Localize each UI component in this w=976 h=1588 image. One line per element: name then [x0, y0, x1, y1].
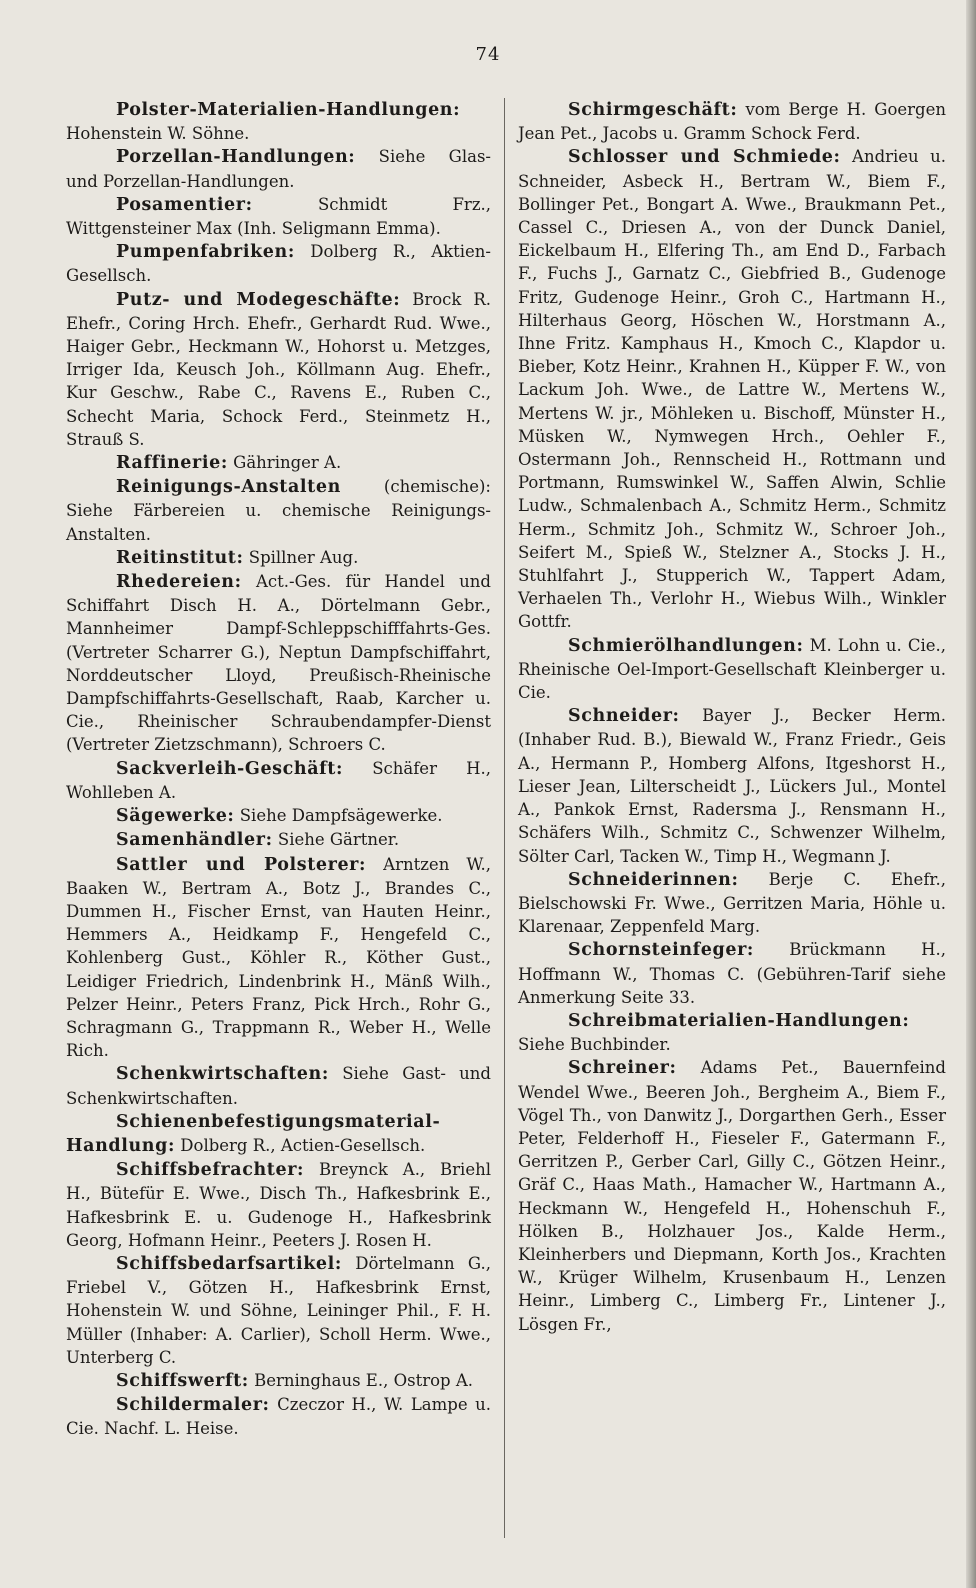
entry-text: M. Lohn u. Cie., Rheinische Oel-Import-Gesellschaft Kleinberger u. Cie.: [518, 635, 946, 703]
directory-entry: [66, 1110, 491, 1158]
entry-text: Arntzen W., Baaken W., Bertram A., Botz J., Brandes C., Dummen H., Fischer Ernst, van Hauten Heinr., Hemmers A., Heidkamp F., Hengefeld C., Kohlenberg Gust., Köhler R., Köther Gust., Leidiger Friedrich, Lindenbrink H., Mänß Wilh., Pelzer Heinr., Peters Franz, Pick Hrch., Rohr G., Schragmann G., Trappmann R., Weber H., Welle Rich.: [66, 854, 491, 1061]
entry-heading: Pumpenfabriken:: [116, 242, 295, 263]
entry-text: Dolberg R., Aktien-Gesellsch.: [66, 242, 491, 286]
directory-entry: [66, 475, 491, 546]
directory-entry: [518, 145, 946, 633]
directory-entry: [66, 1252, 491, 1369]
entry-heading: Schneider:: [568, 706, 680, 727]
right-column: [518, 98, 946, 1336]
entry-heading: Sägewerke:: [116, 806, 235, 827]
entry-heading: Schienenbefestigungsmaterial-Handlung:: [66, 1111, 441, 1156]
entry-text: Siehe Glas- und Porzellan-Handlungen.: [66, 147, 491, 191]
entry-text: Berje C. Ehefr., Bielschowski Fr. Wwe., Gerritzen Maria, Höhle u. Klarenaar, Zeppenfeld Marg.: [518, 869, 946, 937]
entry-text: Adams Pet., Bauernfeind Wendel Wwe., Beeren Joh., Bergheim A., Biem F., Vögel Th., von Danwitz J., Dorgarthen Gerh., Esser Peter, Felderhoff H., Fieseler F., Gatermann F., Gerritzen P., Gerber Carl, Gilly C., Götzen Heinr., Gräf C., Haas Math., Hamacher W., Hartmann A., Heckmann W., Hengefeld H., Hohenschuh F., Hölken B., Holzhauer Jos., Kalde Herm., Kleinherbers und Diepmann, Korth Jos., Krachten W., Krüger Wilhelm, Krusenbaum H., Lenzen Heinr., Limberg C., Limberg Fr., Lintener J., Lösgen Fr.,: [518, 1058, 946, 1334]
entry-text: Schmidt Frz., Wittgensteiner Max (Inh. Seligmann Emma).: [66, 194, 491, 239]
directory-entry: [66, 804, 491, 828]
entry-text: Brückmann H., Hoffmann W., Thomas C. (Gebühren-Tarif siehe Anmerkung Seite 33.: [518, 940, 946, 1007]
directory-entry: [518, 98, 946, 145]
entry-heading: Polster-Materialien-Handlungen:: [116, 100, 461, 120]
directory-entry: [518, 634, 946, 705]
directory-entry: [66, 546, 491, 570]
directory-entry: [66, 193, 491, 240]
directory-entry: [66, 853, 491, 1063]
entry-text: Siehe Dampfsägewerke.: [234, 806, 443, 826]
entry-text: Siehe Buchbinder.: [518, 1035, 671, 1055]
directory-entry: [518, 704, 946, 867]
entry-text: vom Berge H. Goergen Jean Pet., Jacobs u. Gramm Schock Ferd.: [518, 100, 946, 144]
entry-heading: Putz- und Modegeschäfte:: [116, 289, 401, 310]
entry-text: Act.-Ges. für Handel und Schiffahrt Disch H. A., Dörtelmann Gebr., Mannheimer Dampf-Schleppschifffahrts-Ges. (Vertreter Scharrer G.), Neptun Dampfschiffahrt, Norddeutscher Lloyd, Preußisch-Rheinische Dampfschiffahrts-Gesellschaft, Raab, Karcher u. Cie., Rheinischer Schraubendampfer-Dienst (Vertreter Zietzschmann), Schroers C.: [66, 572, 491, 755]
page-edge-shadow: [966, 0, 976, 1588]
directory-entry: [66, 1158, 491, 1252]
entry-text: Dolberg R., Actien-Gesellsch.: [175, 1135, 426, 1155]
entry-text: Breynck A., Briehl H., Bütefür E. Wwe., Disch Th., Hafkesbrink E., Hafkesbrink E. u. Gudenoge H., Hafkesbrink Georg, Hofmann Heinr., Peeters J. Rosen H.: [66, 1160, 491, 1250]
entry-text: Spillner Aug.: [243, 547, 359, 567]
directory-entry: [518, 1056, 946, 1335]
entry-heading: Schreiner:: [568, 1058, 677, 1079]
entry-text: Schäfer H., Wohlleben A.: [66, 758, 491, 802]
entry-heading: Sattler und Polsterer:: [116, 854, 367, 875]
entry-text: Siehe Gärtner.: [272, 830, 400, 850]
entry-heading: Schiffsbefrachter:: [116, 1160, 305, 1181]
page-number: 74: [475, 44, 501, 65]
entry-text: Bayer J., Becker Herm. (Inhaber Rud. B.), Biewald W., Franz Friedr., Geis A., Hermann P., Homberg Alfons, Itgeshorst H., Lieser Jean, Lilterscheidt J., Lückers Jul., Montel A., Pankok Ernst, Radersma J., Rensmann H., Schäfers Wilh., Schmitz C., Schwenzer Wilhelm, Sölter Carl, Tacken W., Timp H., Wegmann J.: [518, 706, 946, 866]
entry-heading: Sackverleih-Geschäft:: [116, 758, 344, 779]
entry-heading: Porzellan-Handlungen:: [116, 147, 356, 168]
entry-text: Brock R. Ehefr., Coring Hrch. Ehefr., Gerhardt Rud. Wwe., Haiger Gebr., Heckmann W., Hohorst u. Metzges, Irriger Ida, Keusch Joh., Köllmann Aug. Ehefr., Kur Geschw., Rabe C., Ravens E., Ruben C., Schecht Maria, Schock Ferd., Steinmetz H., Strauß S.: [66, 289, 491, 449]
directory-entry: [66, 98, 491, 145]
directory-entry: [518, 938, 946, 1009]
entry-heading: Schildermaler:: [116, 1395, 270, 1416]
entry-heading: Schmierölhandlungen:: [568, 635, 804, 656]
entry-heading: Reitinstitut:: [116, 547, 244, 568]
entry-heading: Schlosser und Schmiede:: [568, 147, 841, 168]
directory-entry: [66, 145, 491, 192]
directory-entry: [66, 1062, 491, 1109]
directory-entry: [518, 868, 946, 939]
entry-text: Berninghaus E., Ostrop A.: [248, 1370, 473, 1390]
directory-entry: [66, 288, 491, 451]
entry-heading: Schiffswerft:: [116, 1370, 249, 1391]
directory-entry: [66, 828, 491, 852]
column-divider: [504, 98, 505, 1538]
directory-entry: [66, 757, 491, 804]
entry-heading: Samenhändler:: [116, 830, 273, 851]
entry-heading: Rhedereien:: [116, 572, 242, 593]
directory-entry: [66, 570, 491, 757]
entry-text: Gähringer A.: [227, 453, 342, 473]
entry-heading: Raffinerie:: [116, 453, 228, 474]
directory-entry: [66, 1369, 491, 1393]
entry-text: (chemische): Siehe Färbereien u. chemische Reinigungs-Anstalten.: [66, 477, 491, 544]
entry-heading: Schenkwirtschaften:: [116, 1064, 329, 1085]
entry-text: Hohenstein W. Söhne.: [66, 124, 250, 144]
entry-heading: Schornsteinfeger:: [568, 940, 754, 961]
entry-text: Siehe Gast- und Schenkwirtschaften.: [66, 1064, 491, 1108]
left-column: [66, 98, 491, 1441]
entry-heading: Schiffsbedarfsartikel:: [116, 1253, 342, 1274]
entry-heading: Schreibmaterialien-Handlungen:: [568, 1010, 910, 1031]
entry-heading: Schneiderinnen:: [568, 869, 739, 890]
entry-text: Dörtelmann G., Friebel V., Götzen H., Hafkesbrink Ernst, Hohenstein W. und Söhne, Leininger Phil., F. H. Müller (Inhaber: A. Carlier), Scholl Herm. Wwe., Unterberg C.: [66, 1253, 491, 1367]
directory-entry: [66, 1393, 491, 1440]
entry-heading: Posamentier:: [116, 194, 253, 215]
entry-text: Andrieu u. Schneider, Asbeck H., Bertram W., Biem F., Bollinger Pet., Bongart A. Wwe., Braukmann Pet., Cassel C., Driesen A., von der Dunck Daniel, Eickelbaum H., Elfering Th., am End D., Farbach F., Fuchs J., Garnatz C., Giebfried B., Gudenoge Fritz, Gudenoge Heinr., Groh C., Hartmann H., Hilterhaus Georg, Höschen W., Horstmann A., Ihne Fritz. Kamphaus H., Kmoch C., Klapdor u. Bieber, Kotz Heinr., Krahnen H., Küpper F. W., von Lackum Joh. Wwe., de Lattre W., Mertens W., Mertens W. jr., Möhleken u. Bischoff, Münster H., Müsken W., Nymwegen Hrch., Oehler F., Ostermann Joh., Rennscheid H., Rottmann und Portmann, Rumswinkel W., Saffen Alwin, Schlie Ludw., Schmalenbach A., Schmitz Herm., Schmitz Herm., Schmitz Joh., Schmitz W., Schroer Joh., Seifert M., Spieß W., Stelzner A., Stocks J. H., Stuhlfahrt J., Stupperich W., Tappert Adam, Verhaelen Th., Verlohr H., Wiebus Wilh., Winkler Gottfr.: [518, 147, 946, 632]
directory-entry: [66, 451, 491, 475]
entry-heading: Reinigungs-Anstalten: [116, 477, 341, 498]
entry-text: Czeczor H., W. Lampe u. Cie. Nachf. L. Heise.: [66, 1395, 491, 1439]
entry-heading: Schirmgeschäft:: [568, 100, 738, 120]
directory-entry: [66, 240, 491, 287]
directory-entry: [518, 1009, 946, 1056]
